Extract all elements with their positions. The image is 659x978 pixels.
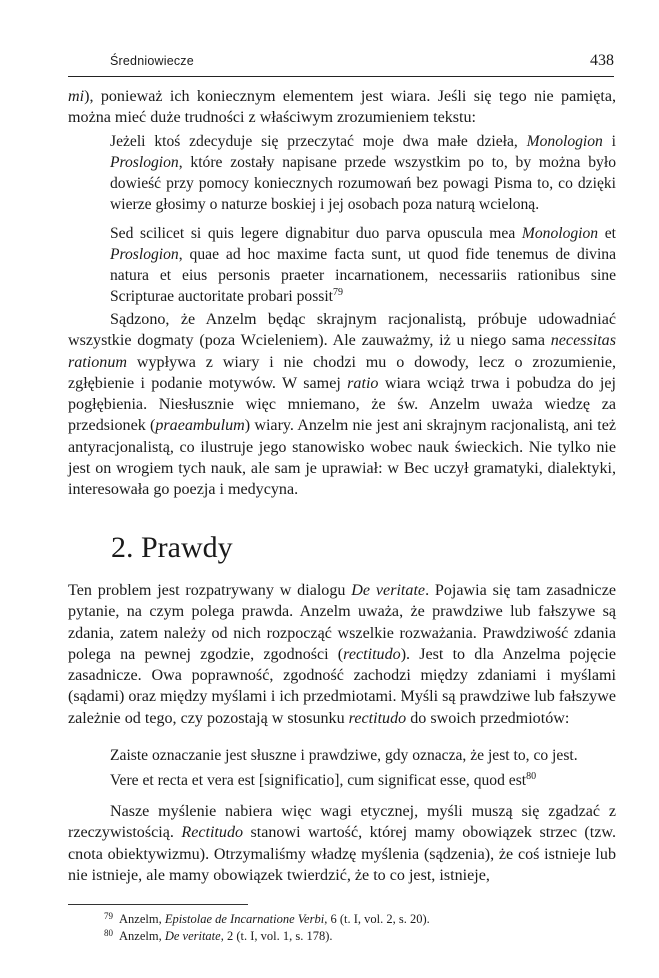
work-title: Proslogion xyxy=(110,154,179,171)
footnote-ref[interactable]: 79 xyxy=(333,287,344,298)
paragraph-ethical-thinking: Nasze myślenie nabiera więc wagi etycznej, myśli muszą się zgadzać z rzeczywistością. Rectitudo stanowi wartość, której mamy obowiązek strzec (tzw. cnota obiektywizmu). Otrzymaliśmy władzę myślenia (sądzenia), że coś istnieje lub nie istnieje, ale mamy obowiązek twierdzić, że to co jest, istnieje, xyxy=(68,803,616,884)
paragraph-continuation xyxy=(68,86,616,129)
italic-term: necessitas rationum xyxy=(68,332,616,371)
work-title: De veritate xyxy=(351,582,426,599)
paragraph-text: ), ponieważ ich koniecznym elementem jest wiara. Jeśli się tego nie pamięta, można mieć duże trudności z właściwym zrozumieniem tekstu: xyxy=(68,88,616,127)
footnote-80: $^{80}$ Anzelm, De veritate, 2 (t. I, vol. 1, s. 178). xyxy=(104,928,333,943)
italic-term: rectitudo xyxy=(343,645,401,663)
work-title: Monologion xyxy=(521,225,599,242)
footnotes xyxy=(104,911,430,945)
footnote-ref[interactable]: 80 xyxy=(526,771,537,782)
block-quote-polish: Jeżeli ktoś zdecyduje się przeczytać moje dwa małe dzieła, Monologion i Proslogion, które zostały napisane przede wszystkim po to, by można było dowieść przy pomocy koniecznych rozumowań bez powagi Pisma to, co dzięki wierze głosimy o naturze boskiej i jej osobach poza naturą wcieloną. xyxy=(110,133,616,213)
footnote-79: $^{79}$ Anzelm, Epistolae de Incarnatione Verbi, 6 (t. I, vol. 2, s. 20). xyxy=(104,911,430,926)
italic-term: praeambulum xyxy=(155,417,245,435)
work-title: Proslogion xyxy=(110,246,179,263)
italic-term: rectitudo xyxy=(348,709,407,727)
page-header xyxy=(68,54,614,77)
block-quote-latin: Sed scilicet si quis legere dignabitur duo parva opuscula mea Monologion et Proslogion, quae ad hoc maxime facta sunt, ut quod fide tenemus de divina natura et eius personis praeter incarnationem, necessariis rationibus sine Scripturae auctoritate probari possit$^{79}$ xyxy=(110,225,616,305)
italic-term: Rectitudo xyxy=(181,824,244,842)
block-quote-polish-2: Zaiste oznaczanie jest słuszne i prawdziwe, gdy oznacza, że jest to, co jest. xyxy=(110,747,578,764)
work-title: Monologion xyxy=(526,133,603,150)
page-number: 438 xyxy=(590,52,614,69)
block-quote-latin-2: Vere et recta et vera est [significatio], cum significat esse, quod est$^{80}$ xyxy=(110,771,537,789)
running-title: Średniowiecze xyxy=(110,54,194,68)
footnote-divider xyxy=(68,904,248,905)
paragraph-anselm-rationalism: Sądzono, że Anzelm będąc skrajnym racjonalistą, próbuje udowadniać wszystkie dogmaty (poza Wcieleniem). Ale zauważmy, iż u niego sama necessitas rationum wypływa z wiary i nie chodzi mu o dowody, lecz o zrozumienie, zgłębienie i podanie motywów. W samej ratio wiara wciąż trwa i pobudza do jej pogłębienia. Niesłusznie więc mniemano, że św. Anzelm uważa wiedzę za przedsionek (praeambulum) wiary. Anzelm nie jest ani skrajnym racjonalistą, ani też antyracjonalistą, co ilustruje jego stanowisko wobec nauk świeckich. Nie tylko nie jest on wrogiem tych nauk, ale sam je uprawiał: w Bec uczył gramatyki, dialektyki, interesowała go poezja i medycyna. xyxy=(68,311,616,499)
paragraph-de-veritate: Ten problem jest rozpatrywany w dialogu De veritate. Pojawia się tam zasadnicze pytanie, na czym polega prawda. Anzelm uważa, że prawdziwe lub fałszywe są zdania, zatem należy od nich rozpocząć wszelkie rozważania. Prawdziwość zdania polega na pewnej zgodzie, zgodności (rectitudo). Jest to dla Anzelma pojęcie zasadnicze. Owa poprawność, zgodność zachodzi między zdaniami i myślami (sądami) oraz między myślami i ich przedmiotami. Myśli są prawdziwe lub fałszywe zależnie od tego, czy pozostają w stosunku rectitudo do swoich przedmiotów: xyxy=(68,582,616,727)
italic-term: ratio xyxy=(347,374,379,392)
italic-term: mi xyxy=(68,88,85,105)
section-heading: 2. Prawdy xyxy=(111,531,233,564)
